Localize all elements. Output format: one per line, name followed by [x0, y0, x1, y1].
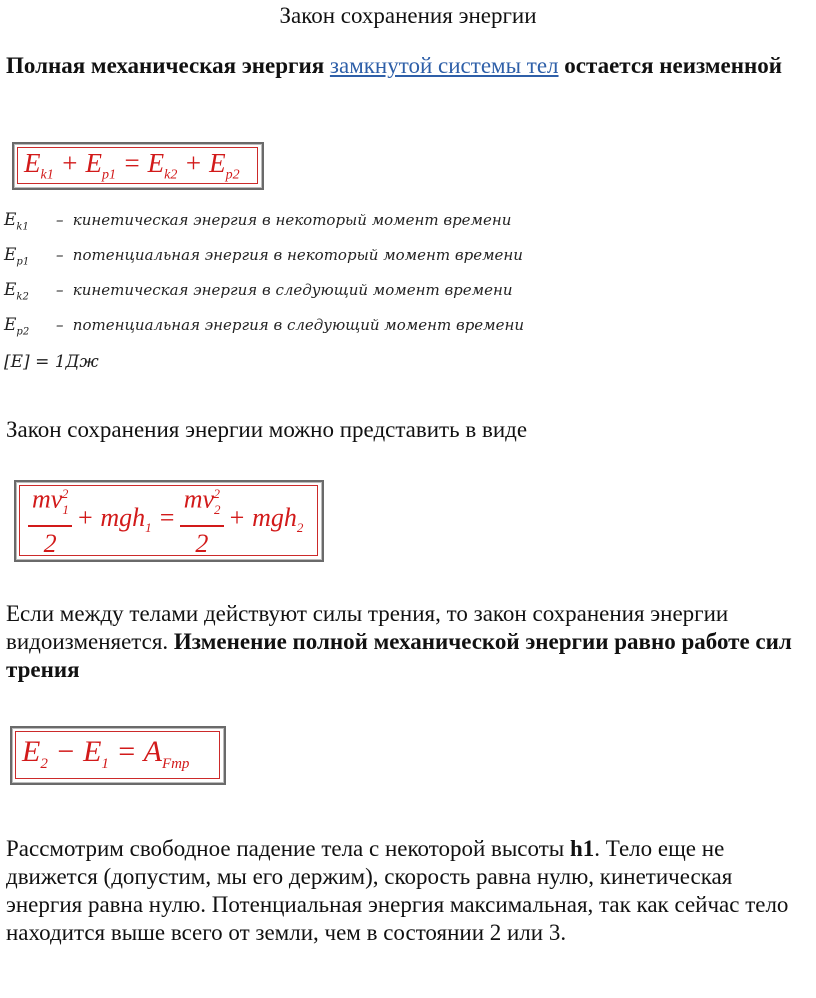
friction-text: Если между телами действуют силы трения, то закон сохранения энергии видоизменяется. — [6, 601, 729, 654]
formula-mv-mgh: $\frac{mv_1^2}{2}$ + mgh$_1$ = $\frac{mv_2^2}{2}$ + mgh$_2$ — [28, 486, 303, 554]
intro-bold-start: Полная механическая энергия — [6, 53, 325, 78]
intro-bold-end: остается неизменной — [564, 53, 783, 78]
friction-work-formula — [10, 726, 226, 785]
intro-paragraph — [6, 52, 806, 80]
definition-ek2: $E_{k2}$ – кинетическая энергия в следующий момент времени — [4, 280, 513, 303]
definition-text: потенциальная энергия в некоторый момент времени — [72, 246, 523, 264]
free-fall-paragraph: Рассмотрим свободное падение тела с некоторой высоты h1. Тело еще не движется (допустим, мы его держим), скорость равна нулю, кинетическая энергия равна нулю. Потенциальная энергия максимальная, так как сейчас тело находится выше всего от земли, чем в состоянии 2 или 3. — [6, 836, 789, 945]
definition-text: кинетическая энергия в некоторый момент времени — [72, 211, 512, 229]
definition-ep2: $E_{p2}$ – потенциальная энергия в следующий момент времени — [4, 315, 525, 338]
height-h1: h1 — [569, 836, 595, 861]
energy-conservation-formula — [12, 142, 264, 190]
friction-paragraph — [6, 600, 806, 684]
law-paragraph: Закон сохранения энергии можно представить в виде — [6, 417, 528, 442]
formula-e2-e1: $E_2 - E_1 = A_{Fmp}$ — [22, 735, 190, 772]
closed-system-link[interactable]: замкнутой системы тел — [329, 53, 559, 78]
definition-ek1: $E_{k1}$ – кинетическая энергия в некоторый момент времени — [4, 210, 512, 233]
definition-text: потенциальная энергия в следующий момент времени — [72, 316, 525, 334]
page-title: Закон сохранения энергии — [279, 3, 537, 28]
energy-unit: [E] = 1Дж — [4, 352, 99, 372]
friction-bold: Изменение полной механической энергии равно работе сил трения — [6, 629, 792, 682]
formula-ek1-ep1: $E_{k1} + E_{p1} = E_{k2} + E_{p2}$ — [24, 148, 240, 183]
kinetic-potential-formula — [14, 480, 324, 562]
definition-text: кинетическая энергия в следующий момент времени — [72, 281, 513, 299]
definition-ep1: $E_{p1}$ – потенциальная энергия в некоторый момент времени — [4, 245, 523, 268]
